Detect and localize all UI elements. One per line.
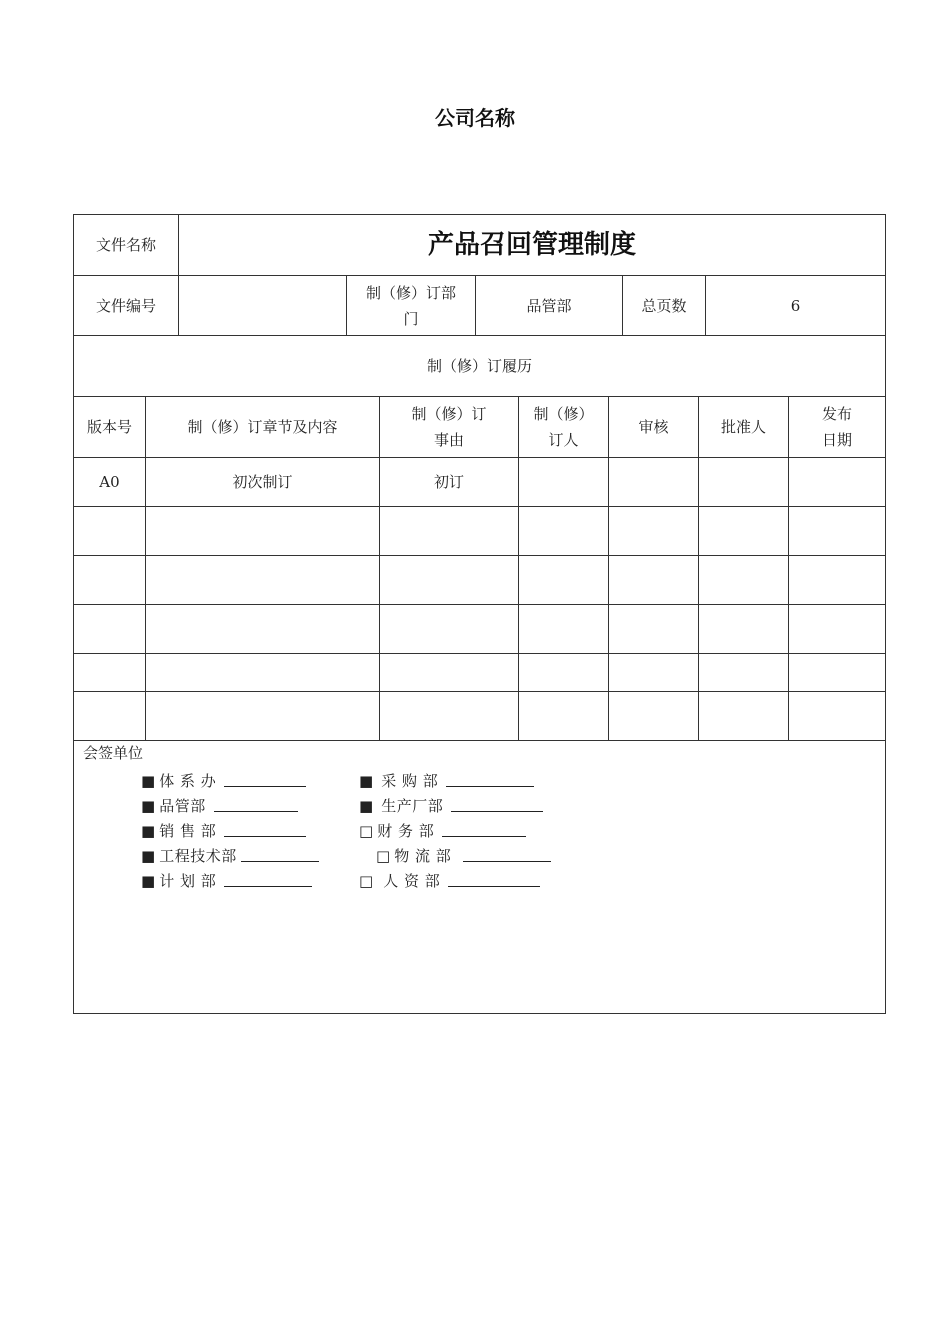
row-date <box>789 507 885 555</box>
row-review <box>609 458 698 506</box>
cosign-item-label: 销 售 部 <box>159 822 217 840</box>
row-content <box>146 507 379 555</box>
signature-line <box>446 785 534 787</box>
row-version <box>74 654 145 691</box>
row-version <box>74 605 145 653</box>
cosign-item-label: 采 购 部 <box>381 772 439 790</box>
cosign-item-planning <box>141 866 312 891</box>
signature-line <box>224 885 312 887</box>
row-divider <box>73 740 886 741</box>
header-reason-line1: 制（修）订 <box>411 405 487 423</box>
header-content: 制（修）订章节及内容 <box>187 418 338 436</box>
row-reason <box>380 654 518 691</box>
row-review <box>609 556 698 604</box>
checked-box-icon: ■ <box>141 797 156 815</box>
row-content <box>146 654 379 691</box>
document-title: 产品召回管理制度 <box>427 230 636 260</box>
row-reviser <box>519 605 608 653</box>
cosign-item-finance <box>359 816 526 841</box>
row-content: 初次制订 <box>232 473 293 491</box>
row-reason <box>380 605 518 653</box>
row-version <box>74 692 145 740</box>
signature-line <box>442 835 526 837</box>
cosign-item-label: 物 流 部 <box>394 847 452 865</box>
cosign-units-label: 会签单位 <box>83 744 144 762</box>
row-approver <box>699 507 788 555</box>
row-approver <box>699 692 788 740</box>
header-date-line1: 发布 <box>821 405 852 423</box>
row-version <box>74 507 145 555</box>
row-reason <box>380 692 518 740</box>
file-number-label: 文件编号 <box>95 296 156 315</box>
cosign-item-quality <box>141 791 298 816</box>
file-number-value <box>179 276 346 335</box>
cosign-item-label: 计 划 部 <box>159 872 217 890</box>
row-reviser <box>519 458 608 506</box>
header-reviser-line1: 制（修） <box>533 405 594 423</box>
checked-box-icon: ■ <box>141 822 156 840</box>
checked-box-icon: ■ <box>141 772 156 790</box>
checked-box-icon: ■ <box>359 772 374 790</box>
row-reason <box>380 556 518 604</box>
revising-department-label-line1: 制（修）订部 <box>365 283 456 302</box>
file-name-label: 文件名称 <box>95 236 156 254</box>
checked-box-icon: ■ <box>359 797 374 815</box>
row-review <box>609 654 698 691</box>
signature-line <box>448 885 540 887</box>
row-reviser <box>519 692 608 740</box>
unchecked-box-icon: □ <box>359 872 374 890</box>
cosign-item-engineering <box>141 841 319 866</box>
row-reviser <box>519 507 608 555</box>
row-approver <box>699 458 788 506</box>
row-date <box>789 692 885 740</box>
signature-line <box>241 860 319 862</box>
cosign-item-label: 体 系 办 <box>159 772 217 790</box>
cosign-item-sales <box>141 816 306 841</box>
cosign-item-production <box>359 791 543 816</box>
cosign-item-label: 人 资 部 <box>383 872 441 890</box>
row-date <box>789 654 885 691</box>
row-content <box>146 605 379 653</box>
header-reviser-line2: 订人 <box>548 431 579 449</box>
header-version: 版本号 <box>86 418 132 436</box>
header-reason <box>380 397 518 457</box>
row-reviser <box>519 654 608 691</box>
row-reason <box>380 507 518 555</box>
signature-line <box>463 860 551 862</box>
row-content <box>146 692 379 740</box>
row-content <box>146 556 379 604</box>
row-version <box>74 556 145 604</box>
cosign-item-purchasing <box>359 766 534 791</box>
cosign-item-label: 财 务 部 <box>377 822 435 840</box>
total-pages-value: 6 <box>790 296 801 315</box>
signature-line <box>451 810 543 812</box>
revising-department-label <box>347 276 475 335</box>
row-reason: 初订 <box>433 473 464 491</box>
header-review: 审核 <box>638 418 669 436</box>
row-version: A0 <box>99 473 120 491</box>
header-approver: 批准人 <box>720 418 766 436</box>
cosign-item-logistics <box>376 841 551 866</box>
row-date <box>789 556 885 604</box>
row-approver <box>699 605 788 653</box>
cosign-item-hr <box>359 866 540 891</box>
revision-history-title: 制（修）订履历 <box>426 357 532 375</box>
cosign-item-label: 工程技术部 <box>159 847 237 865</box>
header-date-line2: 日期 <box>821 431 852 449</box>
cosign-item-label: 生产厂部 <box>381 797 444 815</box>
header-date <box>789 397 885 457</box>
row-review <box>609 692 698 740</box>
row-approver <box>699 556 788 604</box>
revising-department-value: 品管部 <box>526 296 572 315</box>
revising-department-label-line2: 门 <box>403 309 419 328</box>
row-date <box>789 458 885 506</box>
row-review <box>609 507 698 555</box>
company-name: 公司名称 <box>435 106 515 130</box>
header-reason-line2: 事由 <box>433 431 464 449</box>
signature-line <box>214 810 298 812</box>
row-approver <box>699 654 788 691</box>
row-reviser <box>519 556 608 604</box>
row-review <box>609 605 698 653</box>
row-date <box>789 605 885 653</box>
checked-box-icon: ■ <box>141 847 156 865</box>
total-pages-label: 总页数 <box>641 296 687 315</box>
header-reviser <box>519 397 608 457</box>
cosign-item-system-office <box>141 766 306 791</box>
unchecked-box-icon: □ <box>376 847 391 865</box>
signature-line <box>224 785 306 787</box>
signature-line <box>224 835 306 837</box>
checked-box-icon: ■ <box>141 872 156 890</box>
cosign-item-label: 品管部 <box>159 797 206 815</box>
unchecked-box-icon: □ <box>359 822 374 840</box>
